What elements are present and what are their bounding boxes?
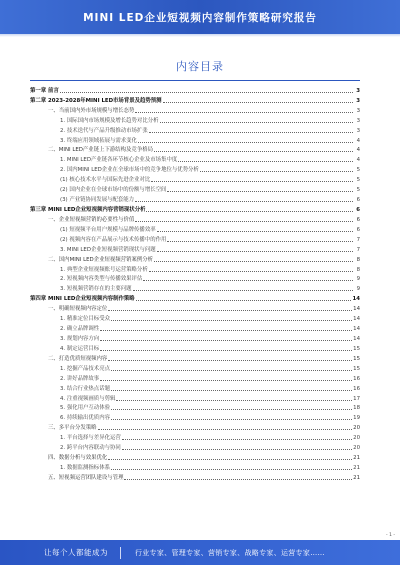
toc-entry-page: 4: [356, 157, 360, 164]
toc-leader-dots: [151, 181, 353, 182]
toc-leader-dots: [111, 320, 352, 321]
toc-entry-label: 6. 持续输出优质内容: [60, 415, 110, 422]
toc-entry-page: 14: [353, 316, 360, 323]
toc-entry[interactable]: [30, 223, 360, 233]
toc-entry-label: 2. 讲好品牌故事: [60, 375, 100, 382]
toc-leader-dots: [154, 151, 353, 152]
toc-entry[interactable]: [30, 233, 360, 243]
toc-entry-page: 5: [356, 187, 360, 194]
toc-entry-page: 5: [356, 177, 360, 184]
toc-entry-label: 2. 短视频内容类型与传播效果评估: [60, 276, 143, 283]
toc-entry-label: 3. 规划内容方向: [60, 335, 100, 342]
toc-entry-page: 20: [353, 435, 360, 442]
toc-leader-dots: [163, 102, 353, 103]
toc-entry-page: 16: [353, 375, 360, 382]
toc-leader-dots: [100, 380, 352, 381]
toc-entry-page: 14: [353, 306, 360, 313]
toc-entry-label: 四、数据分析与效果优化: [48, 455, 108, 462]
toc-leader-dots: [133, 290, 353, 291]
toc-entry-label: 二、国内MINI LED企业短视频营销案例分析: [48, 256, 153, 263]
toc-entry-label: 3. 结合行业热点话题: [60, 385, 110, 392]
header-shadow: [0, 34, 400, 37]
footer-bar: [0, 540, 400, 565]
toc-entry-page: 14: [352, 296, 360, 303]
toc-entry[interactable]: [30, 282, 360, 292]
toc-entry[interactable]: [30, 342, 360, 352]
header-bar: [0, 0, 400, 34]
toc-leader-dots: [122, 439, 352, 440]
toc-entry[interactable]: [30, 84, 360, 94]
toc-entry-label: 第二章 2023-2028年MINI LED市场背景及趋势预测: [30, 97, 162, 104]
toc-entry[interactable]: [30, 253, 360, 263]
toc-entry[interactable]: [30, 173, 360, 183]
toc-entry-label: 2. 确立品牌调性: [60, 326, 100, 333]
toc-entry-page: 7: [356, 246, 360, 253]
toc-entry-label: 2. 国内MINI LED企业在全球市场中的竞争地位与优势分析: [60, 167, 199, 174]
toc-entry-label: 1. 数据监测指标体系: [60, 464, 110, 471]
toc-leader-dots: [146, 211, 353, 212]
toc-entry[interactable]: [30, 292, 360, 302]
toc-entry-page: 9: [356, 286, 360, 293]
toc-entry-page: 14: [353, 326, 360, 333]
toc-leader-dots: [149, 132, 353, 133]
toc-entry-page: 15: [353, 355, 360, 362]
toc-entry-page: 3: [356, 127, 360, 134]
toc-entry-label: 3. 终端应用领域拓展与需求变化: [60, 137, 137, 144]
toc-leader-dots: [100, 330, 352, 331]
toc-entry[interactable]: [30, 114, 360, 124]
toc-entry[interactable]: [30, 144, 360, 154]
toc-leader-dots: [108, 459, 352, 460]
toc-entry-label: 三、多平台分发策略: [48, 425, 97, 432]
toc-entry[interactable]: [30, 372, 360, 382]
toc-entry[interactable]: [30, 382, 360, 392]
toc-entry[interactable]: [30, 411, 360, 421]
toc-entry-label: 一、当前国内外市场规模与增长态势: [48, 107, 135, 114]
toc-entry-label: 2. 跨平台内容联动与协同: [60, 445, 121, 452]
toc-entry-page: 21: [353, 455, 360, 462]
toc-leader-dots: [136, 300, 352, 301]
toc-entry[interactable]: [30, 431, 360, 441]
toc-entry[interactable]: [30, 163, 360, 173]
toc-entry-label: 4. 制定运营目标: [60, 345, 100, 352]
toc-entry[interactable]: [30, 104, 360, 114]
toc-entry[interactable]: [30, 322, 360, 332]
toc-entry-label: 1. 挖掘产品技术亮点: [60, 365, 110, 372]
toc-leader-dots: [111, 469, 352, 470]
toc-entry-page: 8: [356, 266, 360, 273]
report-title: MINI LED企业短视频内容制作策略研究报告: [83, 11, 317, 24]
toc-entry[interactable]: [30, 243, 360, 253]
toc-leader-dots: [138, 142, 353, 143]
toc-entry-label: 1. 精准定位目标受众: [60, 316, 110, 323]
toc-heading: 内容目录: [176, 60, 224, 73]
toc-leader-dots: [100, 350, 352, 351]
toc-leader-dots: [157, 251, 353, 252]
toc-entry-label: (1) 核心技术水平与国际先进企业对比: [60, 177, 151, 184]
toc-entry-page: 15: [353, 345, 360, 352]
toc-entry[interactable]: [30, 302, 360, 312]
toc-entry-page: 7: [356, 236, 360, 243]
toc-leader-dots: [111, 409, 352, 410]
toc-entry-page: 6: [356, 216, 360, 223]
toc-entry-label: 1. MINI LED产业链各环节核心企业及市场集中度: [60, 157, 178, 164]
toc-entry-page: 6: [356, 206, 360, 213]
toc-entry[interactable]: [30, 392, 360, 402]
toc-entry-label: 第四章 MINI LED企业短视频内容制作策略: [30, 296, 135, 303]
toc-entry-page: 14: [353, 335, 360, 342]
toc-entry-label: (3) 产业链协同发展与配套能力: [60, 197, 135, 204]
toc-leader-dots: [200, 171, 353, 172]
toc-entry-label: 3. MINI LED企业短视频营销现状与问题: [60, 246, 156, 253]
table-of-contents: [30, 84, 360, 481]
toc-entry-page: 17: [353, 395, 360, 402]
toc-entry-label: 1. 国际国内市场规模及增长趋势对比分析: [60, 117, 159, 124]
toc-entry-page: 4: [356, 137, 360, 144]
toc-entry[interactable]: [30, 153, 360, 163]
toc-leader-dots: [111, 370, 352, 371]
toc-leader-dots: [108, 310, 352, 311]
toc-leader-dots: [98, 429, 353, 430]
toc-entry-page: 8: [356, 256, 360, 263]
toc-leader-dots: [111, 390, 352, 391]
toc-divider: [30, 80, 360, 81]
toc-entry-label: 第三章 MINI LED企业短视频内容营销现状分析: [30, 206, 146, 213]
toc-entry-page: 15: [353, 365, 360, 372]
toc-entry-label: 二、打造优质短视频内容: [48, 355, 108, 362]
toc-entry-label: (2) 国内企业在全球市场中的份额与增长空间: [60, 187, 167, 194]
toc-leader-dots: [157, 231, 353, 232]
toc-entry[interactable]: [30, 134, 360, 144]
toc-leader-dots: [143, 280, 353, 281]
toc-entry-label: 五、短视频运营团队建设与管理: [48, 474, 124, 481]
toc-entry-label: 1. 典型企业短视频账号运营策略分析: [60, 266, 148, 273]
toc-leader-dots: [160, 122, 354, 123]
toc-entry-label: (1) 短视频平台用户规模与品牌传播效率: [60, 226, 156, 233]
toc-entry-page: 18: [353, 405, 360, 412]
toc-leader-dots: [108, 360, 352, 361]
toc-leader-dots: [135, 201, 353, 202]
toc-leader-dots: [116, 400, 352, 401]
toc-leader-dots: [135, 221, 353, 222]
footer-divider: [120, 547, 121, 559]
toc-entry-label: 3. 短视频营销存在的主要问题: [60, 286, 132, 293]
toc-leader-dots: [60, 92, 353, 93]
page-number: - 1 -: [386, 533, 395, 538]
toc-entry[interactable]: [30, 332, 360, 342]
toc-entry-page: 20: [353, 445, 360, 452]
toc-entry-page: 4: [356, 147, 360, 154]
toc-entry-page: 5: [356, 167, 360, 174]
toc-leader-dots: [122, 449, 352, 450]
footer-slogan: 让每个人都能成为: [44, 548, 108, 557]
toc-entry[interactable]: [30, 94, 360, 104]
toc-entry-page: 6: [356, 197, 360, 204]
toc-entry-label: 一、企业短视频营销的必要性与价值: [48, 216, 135, 223]
toc-entry-page: 6: [356, 226, 360, 233]
toc-entry[interactable]: [30, 441, 360, 451]
toc-entry-page: 19: [353, 415, 360, 422]
toc-entry-label: 5. 强化用户互动体验: [60, 405, 110, 412]
toc-entry-label: 第一章 前言: [30, 87, 59, 94]
toc-entry-page: 3: [356, 87, 360, 94]
toc-entry-page: 21: [353, 464, 360, 471]
toc-entry-page: 16: [353, 385, 360, 392]
toc-entry-label: 一、明确短视频内容定位: [48, 306, 108, 313]
toc-leader-dots: [135, 112, 353, 113]
toc-entry[interactable]: [30, 421, 360, 431]
toc-entry[interactable]: [30, 263, 360, 273]
toc-entry[interactable]: [30, 362, 360, 372]
toc-entry[interactable]: [30, 213, 360, 223]
toc-entry-label: 二、MINI LED产业链上下游结构及竞争格局: [48, 147, 153, 154]
footer-tagline: 行业专家、管理专家、营销专家、战略专家、运营专家……: [135, 548, 325, 557]
toc-entry-page: 3: [356, 97, 360, 104]
toc-entry-label: 1. 平台选择与差异化运营: [60, 435, 121, 442]
toc-leader-dots: [178, 161, 353, 162]
toc-entry-label: (2) 视频内容在产品展示与技术传播中的作用: [60, 236, 167, 243]
toc-entry-page: 20: [353, 425, 360, 432]
toc-entry[interactable]: [30, 352, 360, 362]
toc-entry[interactable]: [30, 273, 360, 283]
toc-leader-dots: [100, 340, 352, 341]
toc-entry-label: 2. 技术迭代与产品升级推动市场扩张: [60, 127, 148, 134]
toc-entry-page: 21: [353, 474, 360, 481]
toc-entry[interactable]: [30, 193, 360, 203]
toc-entry-page: 3: [356, 107, 360, 114]
toc-entry-label: 4. 注重视频画质与剪辑: [60, 395, 116, 402]
toc-entry[interactable]: [30, 203, 360, 213]
toc-entry-page: 3: [356, 117, 360, 124]
toc-entry[interactable]: [30, 451, 360, 461]
toc-leader-dots: [154, 261, 353, 262]
toc-leader-dots: [167, 241, 353, 242]
toc-leader-dots: [111, 419, 352, 420]
toc-entry[interactable]: [30, 402, 360, 412]
toc-leader-dots: [124, 479, 352, 480]
toc-entry[interactable]: [30, 183, 360, 193]
toc-leader-dots: [149, 271, 353, 272]
toc-entry[interactable]: [30, 124, 360, 134]
toc-entry[interactable]: [30, 312, 360, 322]
toc-leader-dots: [167, 191, 353, 192]
toc-entry[interactable]: [30, 471, 360, 481]
toc-entry-page: 9: [356, 276, 360, 283]
toc-entry[interactable]: [30, 461, 360, 471]
